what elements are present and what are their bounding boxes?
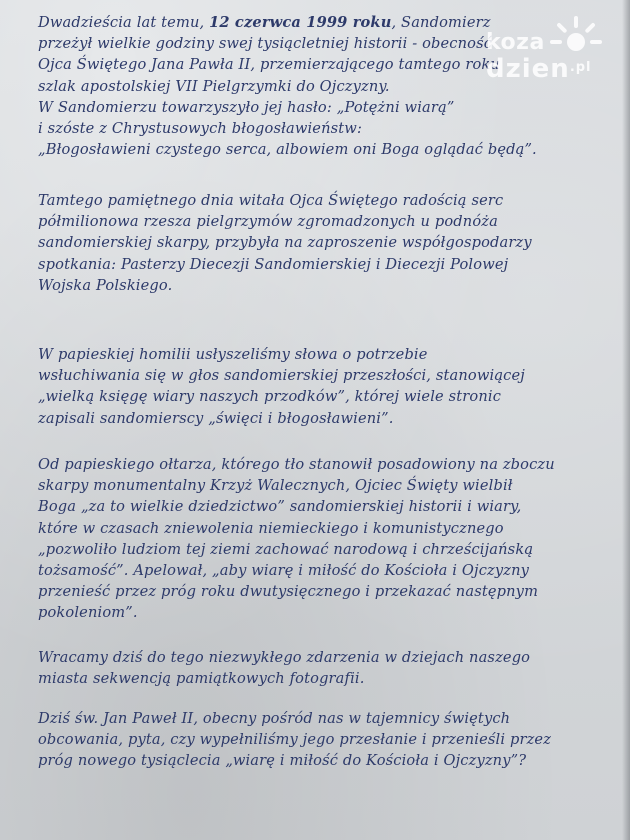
text-span: pokoleniom”. [38,604,138,622]
bold-date-text: 12 czerwca 1999 roku [209,14,392,31]
text-span: „Błogosławieni czystego serca, albowiem oni Boga oglądać będą”. [38,141,537,159]
text-line [38,139,537,160]
text-span: W papieskiej homilii usłyszeliśmy słowa o potrzebie [38,346,428,363]
text-line [38,365,525,386]
paragraph-6 [38,708,551,772]
text-line [38,668,530,689]
text-span: Tamtego pamiętnego dnia witała Ojca Świętego radością serc [38,192,504,209]
text-span: W Sandomierzu towarzyszyło jej hasło: „Potężni wiarą” [38,98,455,116]
text-span: miasta sekwencją pamiątkowych fotografii. [38,670,365,688]
text-span: sandomierskiej skarpy, przybyła na zaproszenie współgospodarzy [38,234,532,252]
text-line [38,560,555,581]
text-span: Od papieskiego ołtarza, którego tło stanowił posadowiony na zboczu [38,456,555,473]
text-line [38,708,551,729]
text-line [38,602,555,623]
paragraph-2 [38,190,532,296]
text-line [38,76,537,97]
text-line [38,97,537,118]
text-span: spotkania: Pasterzy Diecezji Sandomierskiej i Diecezji Polowej [38,255,509,273]
text-span: zapisali sandomierscy „święci i błogosławieni”. [38,409,394,427]
text-span: „pozwoliło ludziom tej ziemi zachować narodową i chrześcijańską [38,540,534,558]
text-line [38,344,525,365]
text-span: „wielką księgę wiary naszych przodków”, której wiele stronic [38,388,502,406]
text-span: i szóste z Chrystusowych błogosławieństw: [38,120,363,138]
text-line [38,729,551,750]
text-line [38,386,525,407]
text-line [38,275,532,296]
text-line [38,475,555,496]
text-line [38,33,537,54]
plaque-edge [622,0,630,840]
watermark-tld: .pl [569,60,592,75]
text-line [38,539,555,560]
text-span: próg nowego tysiąclecia „wiarę i miłość do Kościoła i Ojczyzny”? [38,752,527,770]
text-span: przenieść przez próg roku dwutysięcznego i przekazać następnym [38,583,539,601]
text-line [38,54,537,75]
text-line [38,581,555,602]
text-span: obcowania, pyta, czy wypełniliśmy jego przesłanie i przenieśli przez [38,731,552,749]
text-span: przeżył wielkie godziny swej tysiącletniej historii - obecność [38,35,493,53]
text-line [38,211,532,232]
text-span: które w czasach zniewolenia niemieckiego i komunistycznego [38,519,504,537]
text-line [38,408,525,429]
text-line [38,454,555,475]
watermark-word-2-main: dzien [486,54,570,84]
text-span: Ojca Świętego Jana Pawła II, przemierzającego tamtego roku [38,56,500,74]
text-span: Wojska Polskiego. [38,276,173,294]
text-line [38,118,537,139]
text-line [38,496,555,517]
paragraph-3 [38,344,525,429]
paragraph-1 [38,12,537,160]
text-span: wsłuchiwania się w głos sandomierskiej przeszłości, stanowiącej [38,367,525,385]
text-line [38,232,532,253]
paragraph-5 [38,647,530,689]
text-span: Boga „za to wielkie dziedzictwo” sandomierskiej historii i wiary, [38,498,522,516]
text-span: Dziś św. Jan Paweł II, obecny pośród nas w tajemnicy świętych [38,710,511,727]
watermark-word-2 [486,54,592,84]
paragraph-4 [38,454,555,624]
text-line [38,647,530,668]
text-line [38,254,532,275]
text-line [38,750,551,771]
text-span: skarpy monumentalny Krzyż Walecznych, Ojciec Święty wielbił [38,477,513,495]
text-span: , Sandomierz [391,14,491,31]
text-line [38,12,537,33]
watermark-word-1: koza [486,30,545,55]
text-line [38,518,555,539]
text-line [38,190,532,211]
text-span: półmilionowa rzesza pielgrzymów zgromadzonych u podnóża [38,213,498,231]
site-watermark [486,10,616,90]
text-span: tożsamość”. Apelował, „aby wiarę i miłość do Kościoła i Ojczyzny [38,562,530,580]
text-span: Dwadzieścia lat temu, [38,14,210,31]
text-span: Wracamy dziś do tego niezwykłego zdarzenia w dziejach naszego [38,649,531,666]
text-span: szlak apostolskiej VII Pielgrzymki do Ojczyzny. [38,77,390,95]
